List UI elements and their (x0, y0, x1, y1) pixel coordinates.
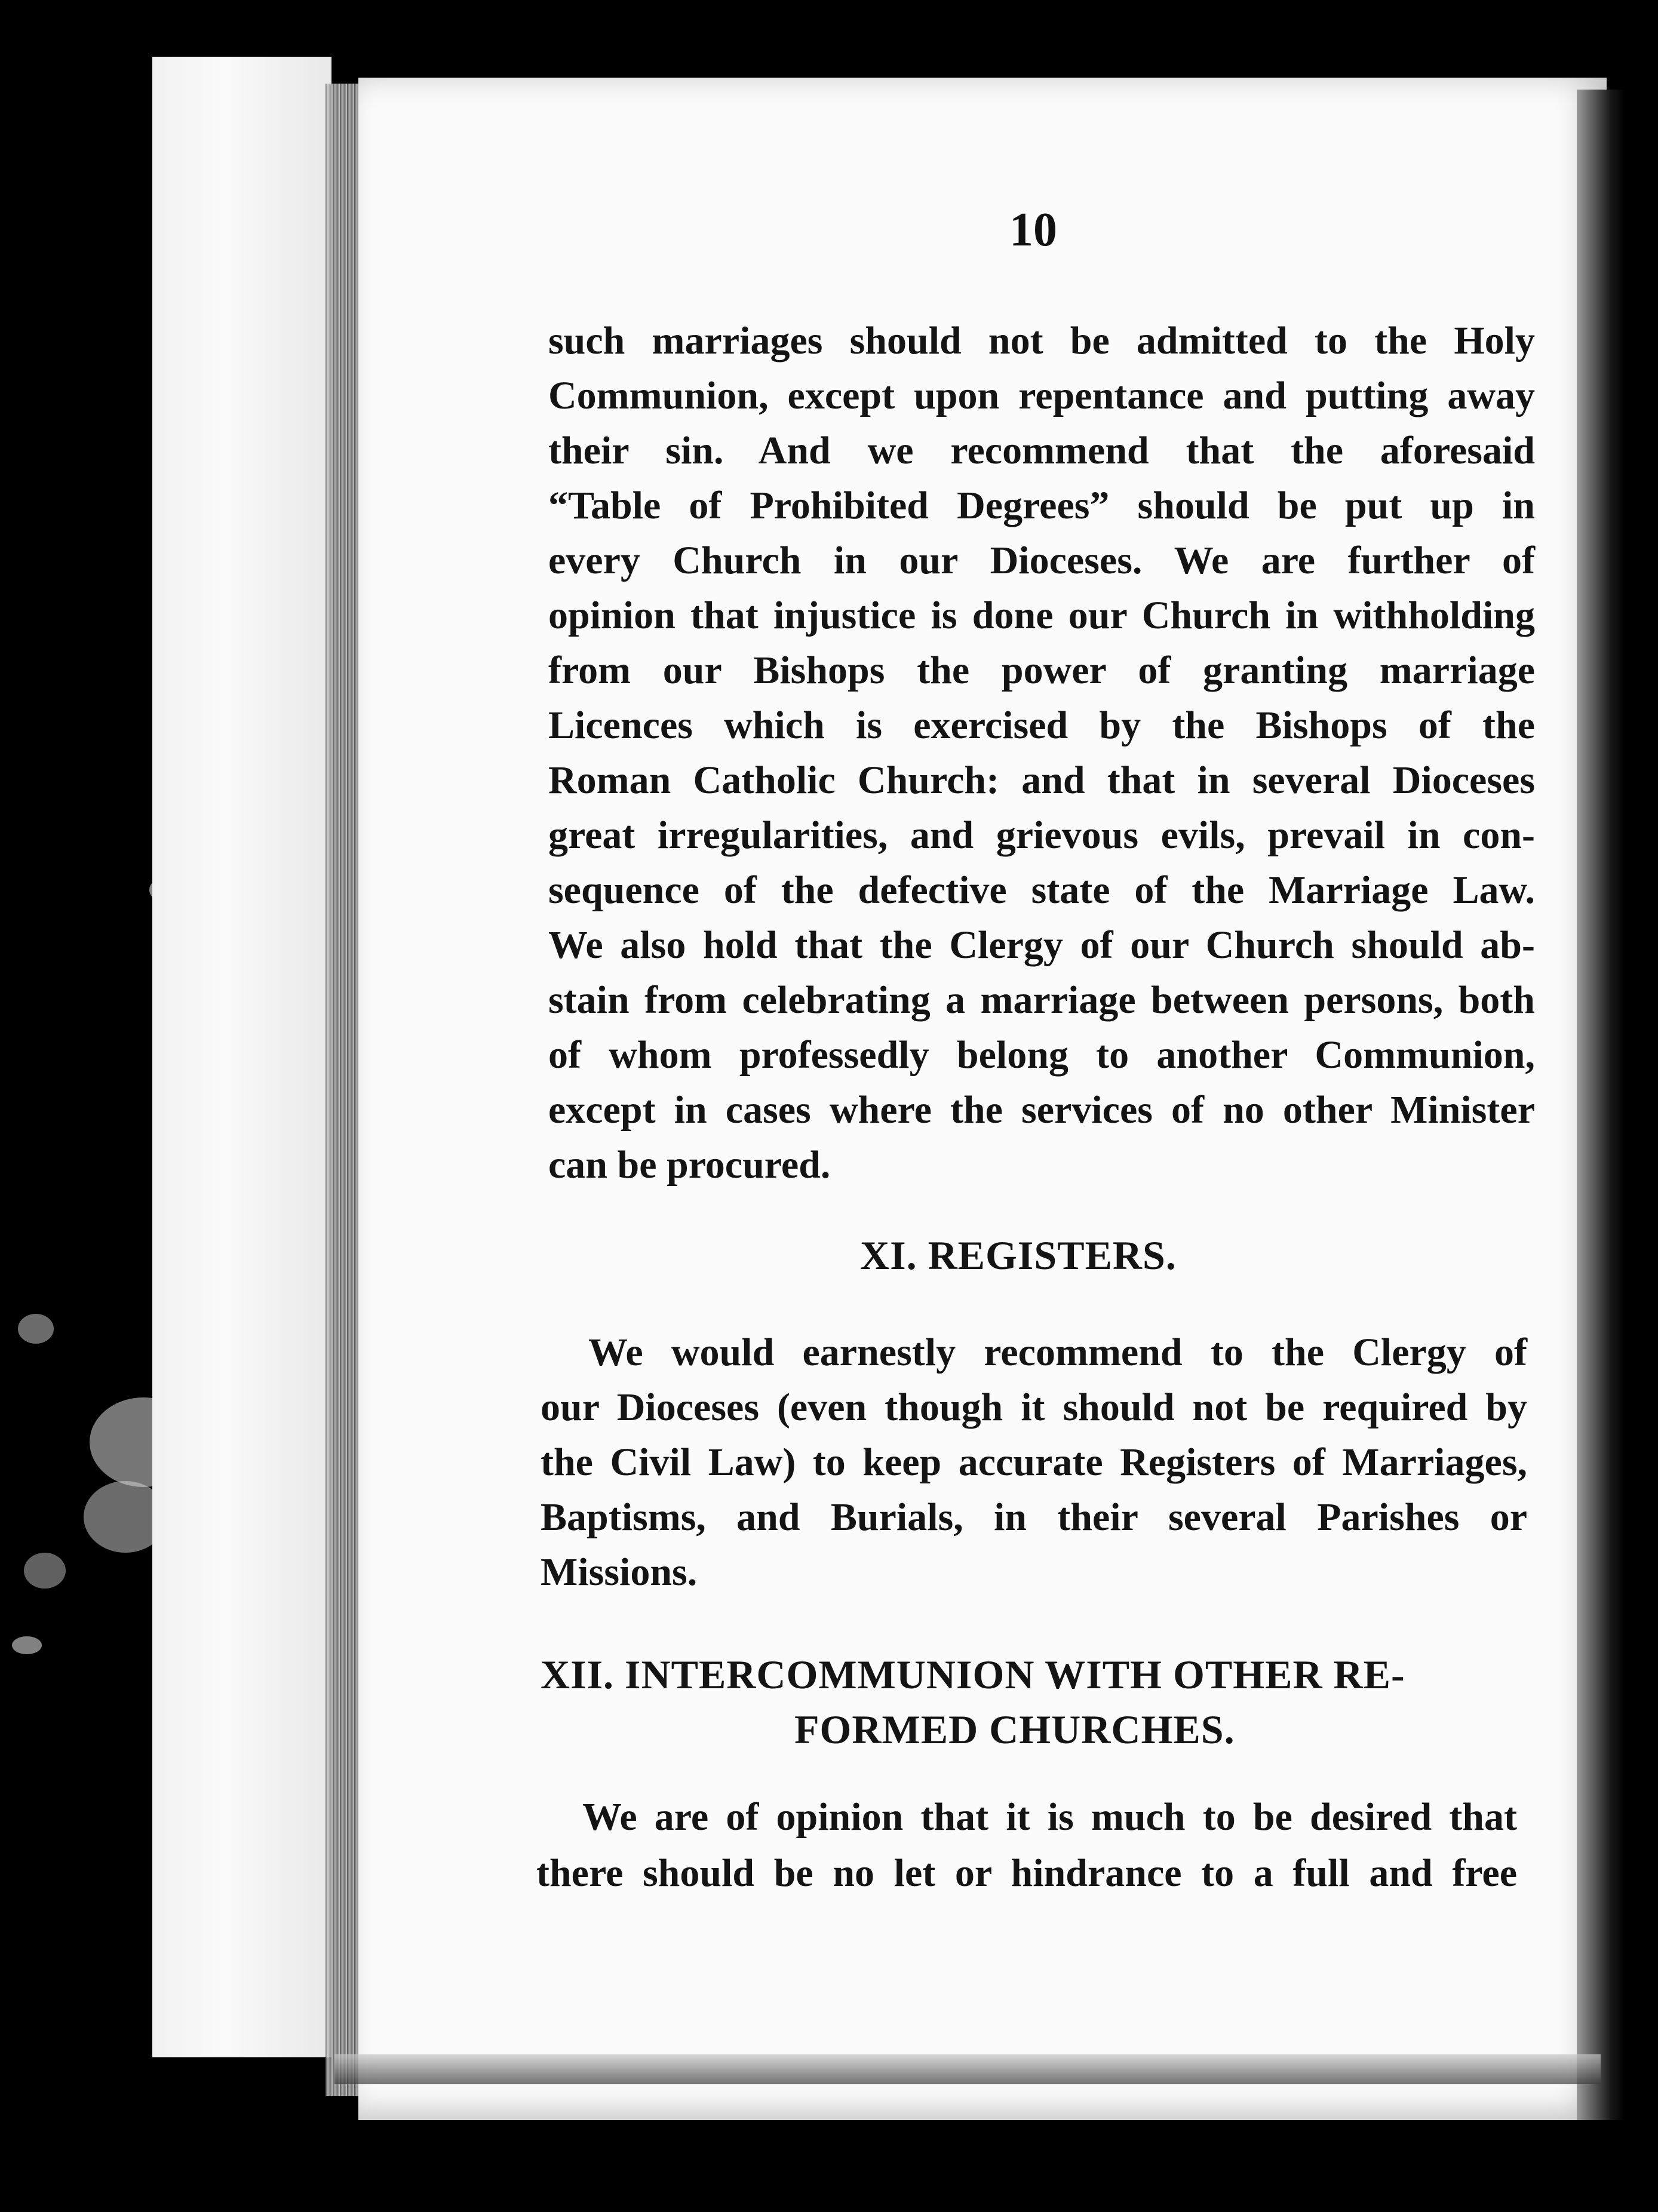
scan-speck (24, 1553, 66, 1589)
text-line: Roman Catholic Church: and that in several Dioceses (548, 758, 1535, 802)
text-line: Licences which is exercised by the Bishops of the (548, 703, 1535, 747)
text-line: Communion, except upon repentance and putting away (548, 374, 1535, 417)
text-line-last: can be procured. (548, 1143, 831, 1187)
text-line: stain from celebrating a marriage between persons, both (548, 978, 1535, 1022)
text-line: from our Bishops the power of granting marriage (548, 649, 1535, 692)
text-line: the Civil Law) to keep accurate Registers of Marriages, (541, 1440, 1527, 1484)
page-number: 10 (1009, 204, 1057, 256)
text-line: opinion that injustice is done our Church in withholding (548, 594, 1535, 637)
section-heading-intercommunion-cont: FORMED CHURCHES. (794, 1707, 1235, 1752)
page-right-edge (1577, 90, 1625, 2120)
scan-speck (18, 1314, 54, 1344)
text-line: sequence of the defective state of the Marriage Law. (548, 868, 1535, 912)
text-line: “Table of Prohibited Degrees” should be put up in (548, 484, 1535, 527)
text-line: their sin. And we recommend that the aforesaid (548, 429, 1535, 472)
page-bottom-edge (334, 2054, 1601, 2084)
section-heading-intercommunion: XII. INTERCOMMUNION WITH OTHER RE- (541, 1652, 1405, 1697)
text-line: except in cases where the services of no other Minister (548, 1088, 1535, 1132)
text-line: Baptisms, and Burials, in their several Parishes or (541, 1495, 1527, 1539)
text-line: such marriages should not be admitted to the Holy (548, 319, 1535, 362)
text-line: We are of opinion that it is much to be desired that (582, 1795, 1517, 1839)
previous-leaf (152, 57, 331, 2057)
text-line: We also hold that the Clergy of our Church should ab- (548, 923, 1535, 967)
text-line: great irregularities, and grievous evils, prevail in con- (548, 813, 1535, 857)
text-line: every Church in our Dioceses. We are further of (548, 539, 1535, 582)
text-line: of whom professedly belong to another Communion, (548, 1033, 1535, 1077)
text-line: We would earnestly recommend to the Clergy of (588, 1331, 1527, 1374)
text-line: there should be no let or hindrance to a full and free (536, 1851, 1517, 1895)
text-line: our Dioceses (even though it should not be required by (541, 1385, 1527, 1429)
section-heading-registers: XI. REGISTERS. (860, 1233, 1177, 1278)
text-line-last: Missions. (541, 1550, 698, 1594)
scan-speck (12, 1636, 42, 1654)
